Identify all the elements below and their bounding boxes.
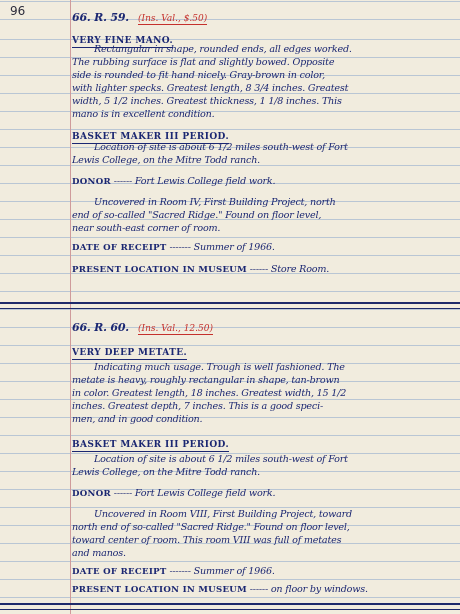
receipt-value: Summer of 1966.: [193, 566, 275, 577]
receipt-row: DATE OF RECEIPT ------- Summer of 1966.: [72, 242, 275, 253]
uncovered-line: toward center of room. This room VIII was full of metates: [72, 535, 342, 546]
donor-row: DONOR ------ Fort Lewis College field work.: [72, 488, 276, 499]
museum-row: PRESENT LOCATION IN MUSEUM ------ on floor by windows.: [72, 584, 368, 595]
description-line: metate is heavy, roughly rectangular in shape, tan-brown: [72, 375, 340, 386]
donor-label: DONOR: [72, 489, 111, 499]
uncovered-line: north end of so-called "Sacred Ridge." Found on floor level,: [72, 522, 350, 533]
location-line: Lewis College, on the Mitre Todd ranch.: [72, 155, 261, 166]
museum-value: Store Room.: [270, 264, 330, 275]
location-line: Location of site is about 6 1/2 miles south-west of Fort: [94, 454, 348, 465]
description-line: men, and in good condition.: [72, 414, 203, 425]
entry-title: VERY FINE MANO.: [72, 36, 174, 46]
donor-row: DONOR ------ Fort Lewis College field work.: [72, 176, 276, 187]
description-line: with lighter specks. Greatest length, 8 3/4 inches. Greatest: [72, 83, 349, 94]
catalog-entry: [72, 0, 454, 300]
description-line: width, 5 1/2 inches. Greatest thickness, 1 1/8 inches. This: [72, 96, 342, 107]
insured-value: (Ins. Val., 12.50): [138, 324, 213, 334]
period-heading: BASKET MAKER III PERIOD.: [72, 132, 229, 142]
description-line: inches. Greatest depth, 7 inches. This is a good speci-: [72, 401, 323, 412]
description-line: The rubbing surface is flat and slightly bowed. Opposite: [72, 57, 335, 68]
section-divider: [0, 302, 460, 309]
uncovered-line: and manos.: [72, 548, 126, 559]
receipt-value: Summer of 1966.: [193, 242, 275, 253]
entry-title: VERY DEEP METATE.: [72, 348, 188, 358]
description-line: mano is in excellent condition.: [72, 109, 215, 120]
receipt-row: DATE OF RECEIPT ------- Summer of 1966.: [72, 566, 275, 577]
donor-value: Fort Lewis College field work.: [134, 488, 276, 499]
catalog-number: 66. R. 60.: [72, 321, 129, 334]
catalog-number: 66. R. 59.: [72, 11, 129, 24]
uncovered-line: Uncovered in Room IV, First Building Project, north: [94, 197, 336, 208]
museum-label: PRESENT LOCATION IN MUSEUM: [72, 585, 247, 595]
entry-header: [72, 316, 454, 335]
uncovered-line: Uncovered in Room VIII, First Building Project, toward: [94, 509, 352, 520]
museum-row: PRESENT LOCATION IN MUSEUM ------ Store Room.: [72, 264, 330, 275]
uncovered-line: near south-east corner of room.: [72, 223, 221, 234]
museum-value: on floor by windows.: [270, 584, 368, 595]
uncovered-line: end of so-called "Sacred Ridge." Found on floor level,: [72, 210, 322, 221]
catalog-entry: [72, 312, 454, 602]
entry-header: [72, 6, 454, 25]
period-heading: BASKET MAKER III PERIOD.: [72, 440, 229, 450]
description-line: Indicating much usage. Trough is well fashioned. The: [94, 362, 345, 373]
donor-value: Fort Lewis College field work.: [134, 176, 276, 187]
donor-label: DONOR: [72, 177, 111, 187]
description-line: Rectangular in shape, rounded ends, all edges worked.: [94, 44, 352, 55]
receipt-label: DATE OF RECEIPT: [72, 567, 167, 577]
insured-value: (Ins. Val., $.50): [138, 14, 208, 24]
location-line: Lewis College, on the Mitre Todd ranch.: [72, 467, 261, 478]
description-line: side is rounded to fit hand nicely. Gray-brown in color,: [72, 70, 325, 81]
museum-label: PRESENT LOCATION IN MUSEUM: [72, 265, 247, 275]
location-line: Location of site is about 6 1/2 miles south-west of Fort: [94, 142, 348, 153]
page-number: 96: [10, 4, 26, 18]
section-divider: [0, 603, 460, 610]
description-line: in color. Greatest length, 18 inches. Greatest width, 15 1/2: [72, 388, 347, 399]
receipt-label: DATE OF RECEIPT: [72, 243, 167, 253]
